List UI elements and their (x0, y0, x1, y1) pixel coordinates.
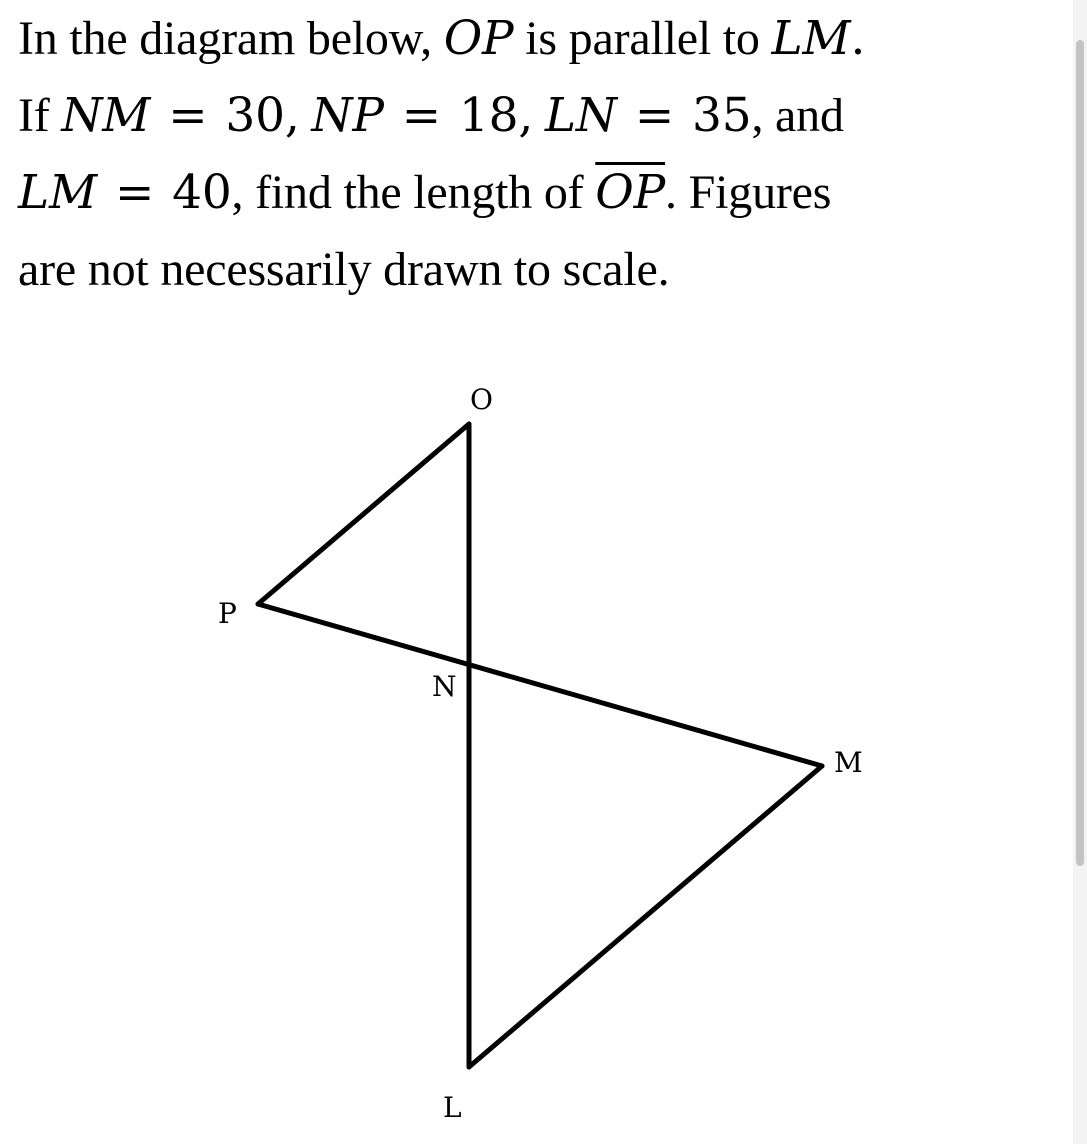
segment-p-m (258, 604, 822, 766)
segment-lm: LM (771, 11, 851, 66)
text-fragment: is parallel to (513, 12, 772, 65)
scrollbar-thumb[interactable] (1076, 40, 1084, 866)
comma: , (518, 88, 534, 143)
equals-sign: = (168, 88, 208, 143)
value-np: 18 (458, 88, 519, 143)
equals-sign: = (114, 165, 155, 220)
var-lm: LM (18, 165, 97, 220)
text-fragment: . Figures (665, 166, 832, 219)
segment-p-o (258, 424, 469, 604)
vertex-label-p: P (218, 597, 237, 630)
vertex-label-n: N (432, 670, 457, 703)
text-fragment: . (850, 11, 866, 66)
scrollbar[interactable] (1073, 0, 1087, 1144)
value-lm: 40 (172, 165, 232, 220)
text-fragment: , find the length of (231, 166, 596, 219)
segment-op: OP (443, 11, 514, 66)
segment-l-m (469, 766, 822, 1067)
comma: , (284, 88, 300, 143)
var-np: NP (311, 88, 384, 143)
vertex-label-l: L (443, 1091, 462, 1124)
problem-line-4: are not necessarily drawn to scale. (18, 243, 670, 296)
target-segment-op: $\overline{OP}$ (595, 165, 666, 220)
value-nm: 30 (225, 88, 285, 143)
vertex-label-m: M (834, 746, 863, 779)
var-nm: NM (61, 88, 151, 143)
text-fragment: If (18, 89, 62, 142)
equals-sign: = (401, 88, 441, 143)
var-ln: LN (544, 88, 617, 143)
vertex-label-o: O (470, 383, 493, 416)
equals-sign: = (634, 88, 675, 143)
value-ln: 35 (692, 88, 752, 143)
text-fragment: In the diagram below, (18, 12, 444, 65)
text-fragment: , and (751, 89, 844, 142)
